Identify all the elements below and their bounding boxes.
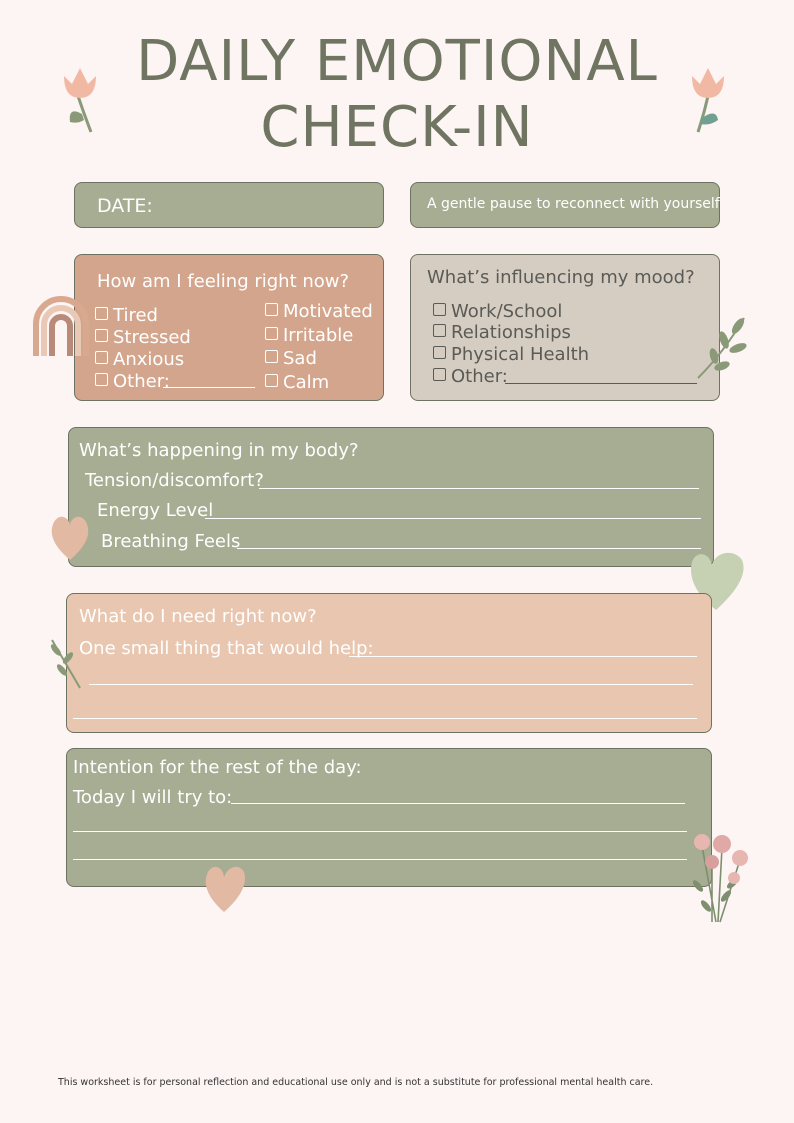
body-heading: What’s happening in my body?: [79, 440, 359, 461]
intention-box: [66, 748, 712, 887]
need-line-2[interactable]: [89, 684, 693, 685]
feeling-heading: How am I feeling right now?: [97, 271, 350, 292]
need-heading: What do I need right now?: [79, 606, 317, 627]
need-box: [66, 593, 712, 733]
mood-heading: What’s influencing my mood?: [427, 267, 695, 288]
intention-line-2[interactable]: [73, 831, 687, 832]
footer-disclaimer: This worksheet is for personal reflection and educational use only and is not a substitute for professional mental health care.: [58, 1077, 654, 1088]
tension-line[interactable]: [259, 488, 699, 489]
tagline-box: [410, 182, 720, 228]
small-thing-label: One small thing that would help:: [79, 638, 374, 659]
body-box: [68, 427, 714, 567]
small-thing-line[interactable]: [349, 656, 697, 657]
energy-line[interactable]: [205, 518, 701, 519]
checkbox-calm[interactable]: Calm: [265, 372, 329, 393]
energy-label: Energy Level: [97, 500, 214, 521]
rainbow-icon: [30, 292, 92, 358]
breathing-line[interactable]: [237, 548, 701, 549]
checkbox-work-school[interactable]: Work/School: [433, 301, 562, 322]
intention-heading: Intention for the rest of the day:: [73, 757, 362, 778]
need-line-3[interactable]: [73, 718, 697, 719]
heart-icon: [202, 862, 248, 914]
checkbox-sad[interactable]: Sad: [265, 348, 317, 369]
tension-label: Tension/discomfort?: [85, 470, 264, 491]
checkbox-relationships[interactable]: Relationships: [433, 322, 571, 343]
checkbox-other-feeling[interactable]: Other:: [95, 371, 170, 392]
checkbox-irritable[interactable]: Irritable: [265, 325, 353, 346]
checkbox-tired[interactable]: Tired: [95, 305, 158, 326]
leaf-sprig-icon: [48, 638, 84, 690]
date-label: DATE:: [97, 195, 153, 217]
checkbox-other-mood[interactable]: Other:: [433, 366, 508, 387]
checkbox-physical-health[interactable]: Physical Health: [433, 344, 589, 365]
today-label: Today I will try to:: [73, 787, 233, 808]
leaf-sprig-icon: [694, 312, 750, 382]
page-title-line2: CHECK-IN: [260, 95, 534, 160]
feeling-box: [74, 254, 384, 401]
checkbox-stressed[interactable]: Stressed: [95, 327, 191, 348]
date-box[interactable]: [74, 182, 384, 228]
tagline: A gentle pause to reconnect with yourself: [427, 196, 720, 212]
today-line[interactable]: [231, 803, 685, 804]
mood-box: [410, 254, 720, 401]
flower-bouquet-icon: [682, 826, 754, 926]
other-mood-line[interactable]: [505, 383, 697, 384]
page-title-line1: DAILY EMOTIONAL: [136, 29, 658, 94]
checkbox-anxious[interactable]: Anxious: [95, 349, 184, 370]
other-feeling-line[interactable]: [163, 387, 255, 388]
heart-icon: [48, 512, 92, 562]
breathing-label: Breathing Feels: [101, 531, 241, 552]
checkbox-motivated[interactable]: Motivated: [265, 301, 373, 322]
intention-line-3[interactable]: [73, 859, 687, 860]
